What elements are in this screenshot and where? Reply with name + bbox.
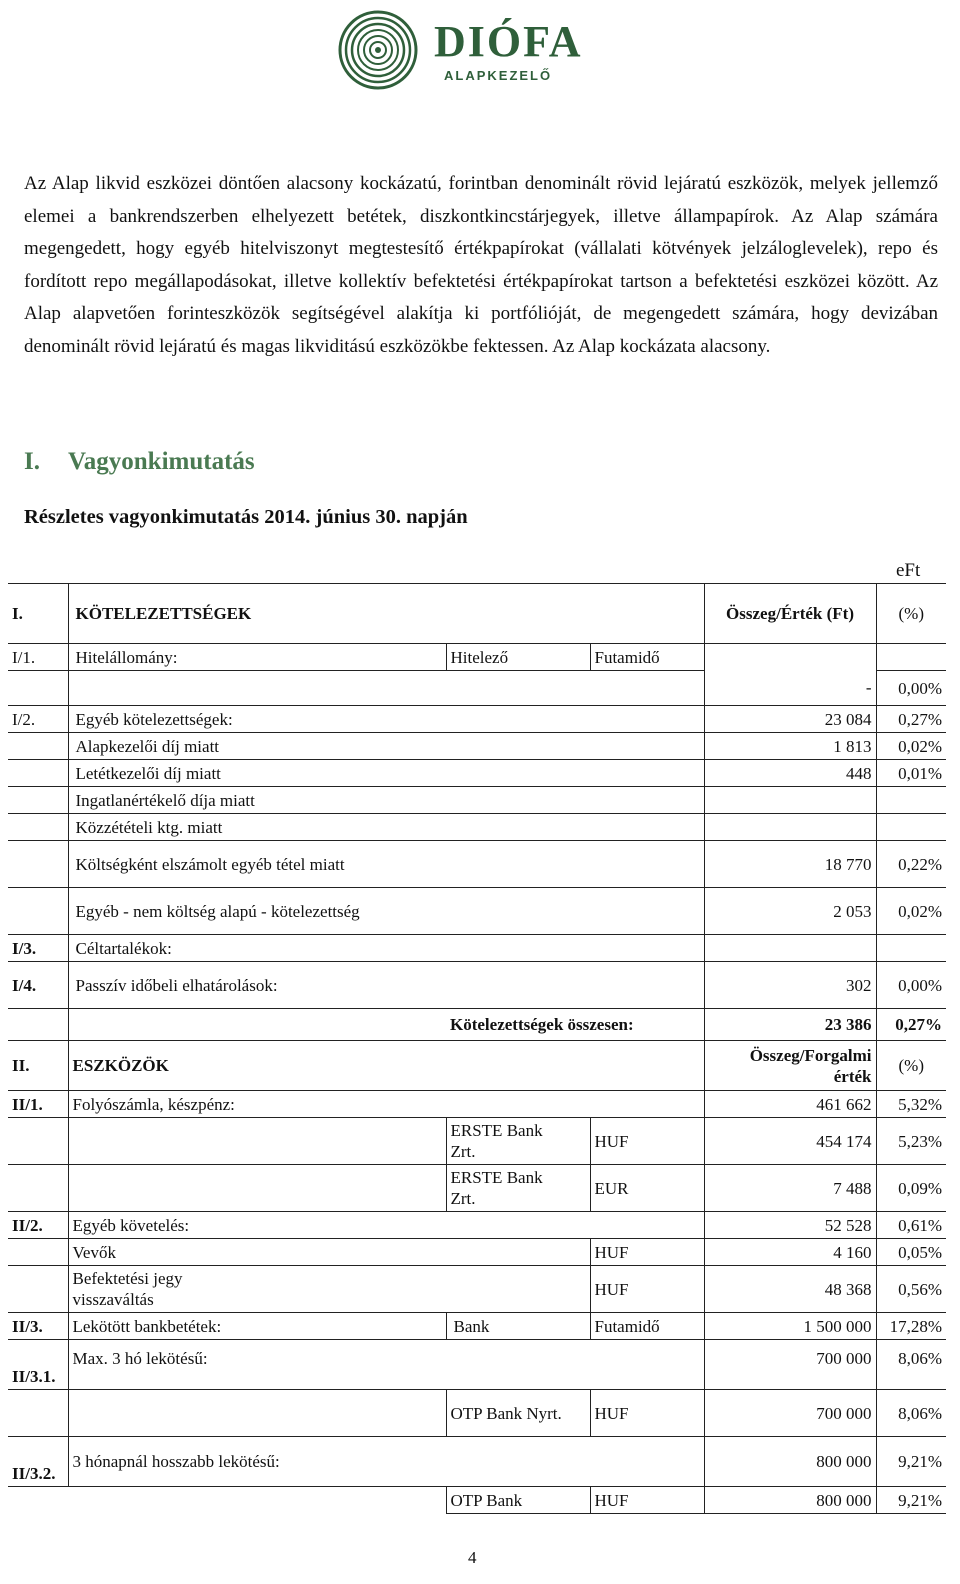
cash-amount: 461 662 bbox=[704, 1091, 876, 1118]
logo-name: DIÓFA bbox=[434, 17, 583, 66]
provisions-row bbox=[8, 935, 946, 962]
receivable-item-amount: 4 160 bbox=[704, 1239, 876, 1266]
accruals-row bbox=[8, 962, 946, 1009]
logo-subtitle: ALAPKEZELŐ bbox=[444, 68, 553, 83]
assets-header-row bbox=[8, 1041, 946, 1091]
liability-item-pct bbox=[876, 814, 946, 841]
liability-item-amount bbox=[704, 787, 876, 814]
other-liabilities-pct: 0,27% bbox=[876, 706, 946, 733]
liability-item-row bbox=[8, 760, 946, 787]
assets-amount-header: Összeg/Forgalmi érték bbox=[704, 1041, 876, 1091]
liability-item-pct: 0,02% bbox=[876, 733, 946, 760]
liability-item-row bbox=[8, 733, 946, 760]
diofa-logo bbox=[330, 6, 630, 92]
loans-value-row bbox=[8, 671, 946, 706]
liabilities-total-label: Kötelezettségek összesen: bbox=[446, 1009, 704, 1041]
assets-title: ESZKÖZÖK bbox=[68, 1041, 704, 1091]
liability-item-label: Alapkezelői díj miatt bbox=[68, 733, 704, 760]
section-heading bbox=[24, 448, 255, 476]
deposits-num: II/3. bbox=[8, 1313, 68, 1340]
loans-label: Hitelállomány: bbox=[68, 644, 446, 671]
liabilities-total-amount: 23 386 bbox=[704, 1009, 876, 1041]
liability-item-amount: 18 770 bbox=[704, 841, 876, 888]
other-liabilities-label: Egyéb kötelezettségek: bbox=[68, 706, 704, 733]
receivables-num: II/2. bbox=[8, 1212, 68, 1239]
deposit-long-pct: 9,21% bbox=[876, 1437, 946, 1487]
provisions-label: Céltartalékok: bbox=[68, 935, 704, 962]
cash-item-bank: ERSTE Bank Zrt. bbox=[446, 1165, 590, 1212]
deposit-long-item-bank: OTP Bank bbox=[446, 1487, 590, 1514]
deposits-pct: 17,28% bbox=[876, 1313, 946, 1340]
liability-item-pct: 0,01% bbox=[876, 760, 946, 787]
cash-item-pct: 5,23% bbox=[876, 1118, 946, 1165]
assets-num: II. bbox=[8, 1041, 68, 1091]
deposit-long-item-pct: 9,21% bbox=[876, 1487, 946, 1514]
receivable-item-row bbox=[8, 1239, 946, 1266]
deposits-bank-header: Bank bbox=[446, 1313, 590, 1340]
other-liabilities-row bbox=[8, 706, 946, 733]
page-number: 4 bbox=[468, 1548, 477, 1567]
liability-item-amount bbox=[704, 814, 876, 841]
cash-num: II/1. bbox=[8, 1091, 68, 1118]
cash-item-currency: EUR bbox=[590, 1165, 704, 1212]
loans-term-header: Futamidő bbox=[590, 644, 704, 671]
accruals-label: Passzív időbeli elhatárolások: bbox=[68, 962, 704, 1009]
deposit-long-item-currency: HUF bbox=[590, 1487, 704, 1514]
section-title: Vagyonkimutatás bbox=[68, 448, 255, 475]
liability-item-row bbox=[8, 787, 946, 814]
liabilities-num: I. bbox=[8, 584, 68, 644]
cash-row bbox=[8, 1091, 946, 1118]
liabilities-total-pct: 0,27% bbox=[876, 1009, 946, 1041]
deposit-short-item-currency: HUF bbox=[590, 1390, 704, 1437]
assets-pct-header: (%) bbox=[876, 1041, 946, 1091]
liability-item-label: Letétkezelői díj miatt bbox=[68, 760, 704, 787]
intro-paragraph: Az Alap likvid eszközei döntően alacsony kockázatú, forintban denominált rövid lejáratú eszközök, melyek jellemző elemei a bankrendszerben elhelyezett betétek, diszkontkincstárjegyek, illetve állampapírok. Az Alap számára megengedett, hogy egyéb hitelviszonyt megtestesítő értékpapírokat (vállalati kötvények jelzáloglevelek), repo és fordított repo megállapodásokat, illetve kollektív befektetési értékpapírokat tartson a befektetési eszközei között. Az Alap alapvetően forinteszközök segítségével alakítja ki portfólióját, de megengedett számára, hogy devizában denominált rövid lejáratú és magas likviditású eszközökbe fektessen. Az Alap kockázata alacsony. bbox=[24, 173, 938, 357]
cash-item-amount: 454 174 bbox=[704, 1118, 876, 1165]
liability-item-pct bbox=[876, 787, 946, 814]
cash-item-amount: 7 488 bbox=[704, 1165, 876, 1212]
liability-item-label: Ingatlanértékelő díja miatt bbox=[68, 787, 704, 814]
liability-item-label: Egyéb - nem költség alapú - kötelezettség bbox=[68, 888, 704, 935]
liability-item-row bbox=[8, 841, 946, 888]
deposits-amount: 1 500 000 bbox=[704, 1313, 876, 1340]
liability-item-row bbox=[8, 814, 946, 841]
receivable-item-label: Vevők bbox=[68, 1239, 590, 1266]
section-number: I. bbox=[24, 448, 40, 475]
liability-item-row bbox=[8, 888, 946, 935]
receivable-item-currency: HUF bbox=[590, 1239, 704, 1266]
receivables-label: Egyéb követelés: bbox=[68, 1212, 704, 1239]
liabilities-pct-header: (%) bbox=[876, 584, 946, 644]
liabilities-header-row bbox=[8, 584, 946, 644]
accruals-amount: 302 bbox=[704, 962, 876, 1009]
receivables-amount: 52 528 bbox=[704, 1212, 876, 1239]
cash-item-bank: ERSTE Bank Zrt. bbox=[446, 1118, 590, 1165]
deposit-short-item-bank: OTP Bank Nyrt. bbox=[446, 1390, 590, 1437]
receivable-item-label: Befektetési jegy visszaváltás bbox=[68, 1266, 590, 1313]
deposit-short-item-pct: 8,06% bbox=[876, 1390, 946, 1437]
deposits-row bbox=[8, 1313, 946, 1340]
accruals-pct: 0,00% bbox=[876, 962, 946, 1009]
loans-creditor-header: Hitelező bbox=[446, 644, 590, 671]
liabilities-title: KÖTELEZETTSÉGEK bbox=[68, 584, 704, 644]
other-liabilities-num: I/2. bbox=[8, 706, 68, 733]
deposit-long-amount: 800 000 bbox=[704, 1437, 876, 1487]
deposit-long-label: 3 hónapnál hosszabb lekötésű: bbox=[68, 1437, 704, 1487]
deposit-short-row bbox=[8, 1340, 946, 1390]
liability-item-pct: 0,02% bbox=[876, 888, 946, 935]
receivable-item-currency: HUF bbox=[590, 1266, 704, 1313]
deposit-long-item-row bbox=[8, 1487, 946, 1514]
accruals-num: I/4. bbox=[8, 962, 68, 1009]
deposit-short-item-amount: 700 000 bbox=[704, 1390, 876, 1437]
deposits-term-header: Futamidő bbox=[590, 1313, 704, 1340]
liability-item-amount: 2 053 bbox=[704, 888, 876, 935]
deposit-long-num: II/3.2. bbox=[8, 1437, 68, 1487]
liability-item-label: Közzétételi ktg. miatt bbox=[68, 814, 704, 841]
other-liabilities-amount: 23 084 bbox=[704, 706, 876, 733]
receivables-pct: 0,61% bbox=[876, 1212, 946, 1239]
tree-rings-icon bbox=[330, 6, 426, 92]
liability-item-amount: 1 813 bbox=[704, 733, 876, 760]
deposit-short-num: II/3.1. bbox=[8, 1340, 68, 1390]
loans-num: I/1. bbox=[8, 644, 68, 671]
deposit-short-pct: 8,06% bbox=[876, 1340, 946, 1390]
receivable-item-amount: 48 368 bbox=[704, 1266, 876, 1313]
liability-item-pct: 0,22% bbox=[876, 841, 946, 888]
deposit-short-amount: 700 000 bbox=[704, 1340, 876, 1390]
deposit-long-item-amount: 800 000 bbox=[704, 1487, 876, 1514]
deposits-label: Lekötött bankbetétek: bbox=[68, 1313, 446, 1340]
statement-subtitle: Részletes vagyonkimutatás 2014. június 30. napján bbox=[24, 506, 468, 528]
cash-item-row bbox=[8, 1165, 946, 1212]
cash-item-pct: 0,09% bbox=[876, 1165, 946, 1212]
deposit-long-row bbox=[8, 1437, 946, 1487]
loans-row bbox=[8, 644, 946, 671]
liability-item-label: Költségként elszámolt egyéb tétel miatt bbox=[68, 841, 704, 888]
deposit-short-label: Max. 3 hó lekötésű: bbox=[68, 1340, 704, 1390]
deposit-short-item-row bbox=[8, 1390, 946, 1437]
receivables-row bbox=[8, 1212, 946, 1239]
receivable-item-pct: 0,56% bbox=[876, 1266, 946, 1313]
cash-item-row bbox=[8, 1118, 946, 1165]
loans-pct: 0,00% bbox=[876, 671, 946, 706]
asset-statement-table bbox=[8, 583, 946, 1514]
cash-item-currency: HUF bbox=[590, 1118, 704, 1165]
receivable-item-row bbox=[8, 1266, 946, 1313]
provisions-num: I/3. bbox=[8, 935, 68, 962]
cash-label: Folyószámla, készpénz: bbox=[68, 1091, 704, 1118]
liabilities-amount-header: Összeg/Érték (Ft) bbox=[704, 584, 876, 644]
liabilities-total-row bbox=[8, 1009, 946, 1041]
cash-pct: 5,32% bbox=[876, 1091, 946, 1118]
loans-amount: - bbox=[704, 671, 876, 706]
receivable-item-pct: 0,05% bbox=[876, 1239, 946, 1266]
unit-label: eFt bbox=[896, 560, 921, 581]
liability-item-amount: 448 bbox=[704, 760, 876, 787]
